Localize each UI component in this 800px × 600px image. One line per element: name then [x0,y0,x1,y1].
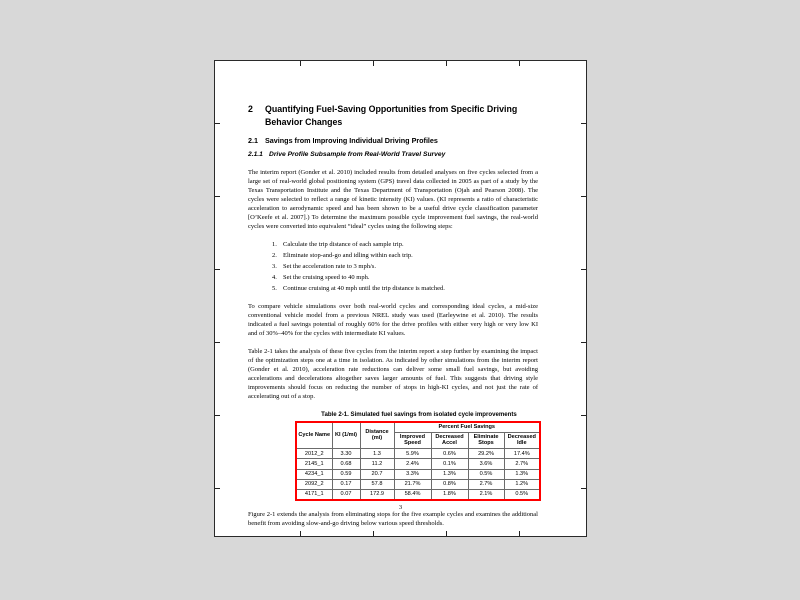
col-header-eliminate-stops: Eliminate Stops [468,432,504,448]
list-item [272,251,538,260]
tick-mark [215,488,220,489]
list-item-number: 2. [272,251,277,259]
subsection-heading [248,151,538,159]
cell-decreased-idle: 1.2% [504,479,540,489]
table-row [296,459,540,469]
tick-mark [581,123,586,124]
chapter-title-line2: Behavior Changes [265,116,343,127]
cell-distance: 172.9 [360,489,394,500]
list-item [272,262,538,271]
cell-ki: 0.17 [332,479,360,489]
section-heading [248,137,538,145]
cell-ki: 0.68 [332,459,360,469]
ideal-cycle-steps-list [248,240,538,293]
paragraph-figure-intro: Figure 2-1 extends the analysis from eliminating stops for the five example cycles and examines the additional benefit from avoiding slow-and-go driving below various speed thresholds. [248,511,538,528]
page-content [248,61,538,528]
chapter-heading [248,103,538,128]
list-item [272,284,538,293]
tick-mark [215,269,220,270]
tick-mark [581,488,586,489]
table-header-row [296,422,540,433]
tick-mark [215,415,220,416]
paragraph-intro: The interim report (Gonder et al. 2010) included results from detailed analyses on five cycles selected from a large set of real-world global positioning system (GPS) travel data collected in 2005 as part of a study by the Texas Transportation Institute and the Texas Department of Transportation (Ojah and Pearson 2008). The cycles were selected to reflect a range of kinetic intensity (KI) values. (KI represents a ratio of characteristic acceleration to aerodynamic speed and has been shown to be a useful drive cycle classification parameter [O’Keefe et al. 2007].) To determine the maximum possible cycle improvement fuel savings, the real-world cycles were converted into equivalent “ideal” cycles using the following steps: [248,168,538,230]
cell-distance: 11.2 [360,459,394,469]
list-item [272,240,538,249]
col-header-decreased-idle: Decreased Idle [504,432,540,448]
list-item-number: 1. [272,240,277,248]
tick-mark [373,531,374,536]
cell-decreased-accel: 1.8% [431,489,468,500]
tick-mark [581,342,586,343]
fuel-savings-table [295,421,541,502]
table-caption: Table 2-1. Simulated fuel savings from isolated cycle improvements [321,410,517,418]
cell-decreased-accel: 0.1% [431,459,468,469]
table-row [296,479,540,489]
cell-eliminate-stops: 3.6% [468,459,504,469]
col-header-improved-speed: Improved Speed [394,432,431,448]
list-item-number: 5. [272,284,277,292]
chapter-title [265,103,517,128]
tick-mark [300,531,301,536]
list-item-number: 3. [272,262,277,270]
list-item-number: 4. [272,273,277,281]
table-row [296,489,540,500]
cell-decreased-accel: 1.3% [431,469,468,479]
tick-mark [581,196,586,197]
cell-cycle-name: 2145_1 [296,459,332,469]
table-block [295,411,543,502]
tick-mark [581,415,586,416]
list-item-text: Eliminate stop-and-go and idling within each trip. [283,251,413,259]
document-page [214,60,587,537]
cell-distance: 1.3 [360,449,394,459]
cell-eliminate-stops: 2.1% [468,489,504,500]
subsection-number: 2.1.1 [248,151,263,158]
chapter-title-line1: Quantifying Fuel-Saving Opportunities from Specific Driving [265,104,518,114]
cell-decreased-idle: 2.7% [504,459,540,469]
cell-decreased-idle: 17.4% [504,449,540,459]
chapter-number: 2 [248,104,253,114]
cell-decreased-accel: 0.8% [431,479,468,489]
subsection-title: Drive Profile Subsample from Real-World Travel Survey [269,151,446,158]
paragraph-table-discussion: Table 2-1 takes the analysis of these five cycles from the interim report a step further by examining the impact of the optimization steps one at a time in isolation. As indicated by other simulations from the interim report (Gonder et al. 2010), acceleration rate reductions can deliver some small fuel savings, but avoiding accelerations and decelerations altogether saves larger amounts of fuel. This suggests that driving style improvements should focus on reducing the number of stops in high-KI cycles, and not just the rate of accelerating out of a stop. [248,347,538,400]
cell-distance: 57.8 [360,479,394,489]
cell-distance: 20.7 [360,469,394,479]
cell-eliminate-stops: 29.2% [468,449,504,459]
list-item-text: Calculate the trip distance of each sample trip. [283,240,404,248]
cell-cycle-name: 2012_2 [296,449,332,459]
col-header-distance: Distance (mi) [360,422,394,449]
cell-ki: 0.07 [332,489,360,500]
list-item-text: Set the cruising speed to 40 mph. [283,273,370,281]
cell-improved-speed: 2.4% [394,459,431,469]
cell-ki: 0.59 [332,469,360,479]
cell-decreased-idle: 0.5% [504,489,540,500]
table-row [296,449,540,459]
cell-improved-speed: 58.4% [394,489,431,500]
section-number: 2.1 [248,136,258,145]
table-row [296,469,540,479]
col-header-ki: KI (1/mi) [332,422,360,449]
cell-cycle-name: 2092_2 [296,479,332,489]
cell-decreased-accel: 0.6% [431,449,468,459]
tick-mark [215,196,220,197]
col-header-cycle-name: Cycle Name [296,422,332,449]
tick-mark [581,269,586,270]
cell-eliminate-stops: 2.7% [468,479,504,489]
tick-mark [446,531,447,536]
list-item-text: Continue cruising at 40 mph until the trip distance is matched. [283,284,445,292]
tick-mark [519,531,520,536]
cell-improved-speed: 5.9% [394,449,431,459]
cell-decreased-idle: 1.3% [504,469,540,479]
cell-improved-speed: 21.7% [394,479,431,489]
col-header-group-percent-fuel-savings: Percent Fuel Savings [394,422,540,433]
cell-eliminate-stops: 0.5% [468,469,504,479]
list-item-text: Set the acceleration rate to 3 mph/s. [283,262,376,270]
cell-cycle-name: 4171_1 [296,489,332,500]
section-title: Savings from Improving Individual Driving Profiles [265,136,438,145]
col-header-decreased-accel: Decreased Accel [431,432,468,448]
cell-cycle-name: 4234_1 [296,469,332,479]
tick-mark [215,123,220,124]
paragraph-simulation-results: To compare vehicle simulations over both real-world cycles and corresponding ideal cycles, a mid-size conventional vehicle model from a previous NREL study was used (Earleywine et al. 2010). The results indicated a fuel savings potential of roughly 60% for the drive profiles with either very high or very low KI and of 30%–40% for the cycles with intermediate KI values. [248,302,538,337]
tick-mark [215,342,220,343]
cell-ki: 3.30 [332,449,360,459]
page-number: 3 [398,504,403,511]
list-item [272,273,538,282]
cell-improved-speed: 3.3% [394,469,431,479]
